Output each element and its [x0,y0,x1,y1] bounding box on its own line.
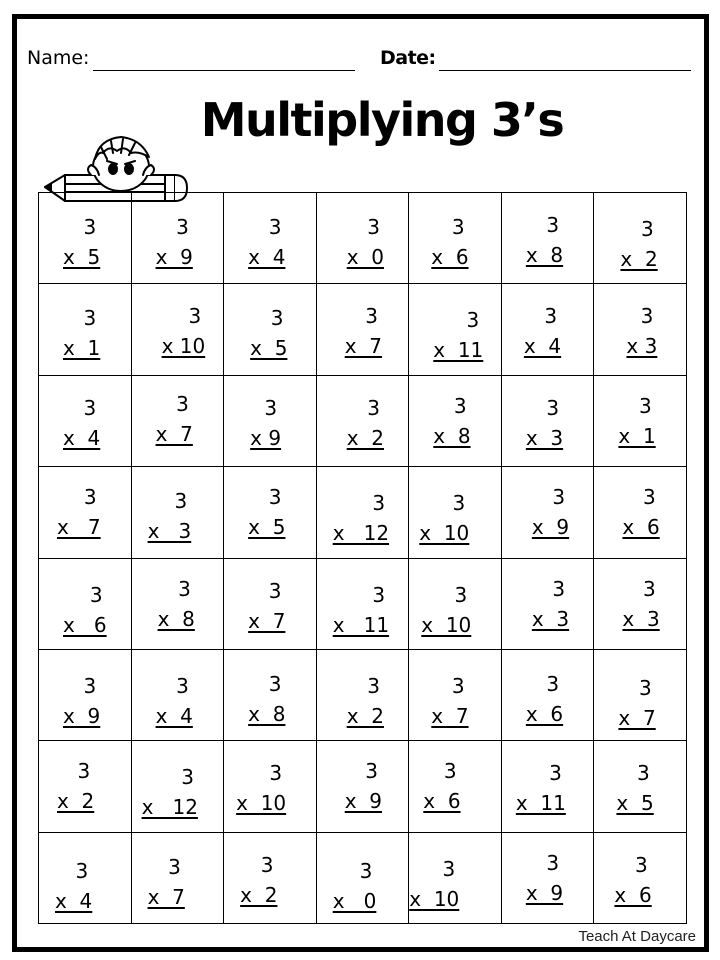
multiplicand: 3 [466,308,480,333]
multiplicand: 3 [181,765,194,790]
multiplicand: 3 [83,306,97,331]
multiplier: x 3 [525,425,564,450]
multiplicand: 3 [75,858,89,883]
multiplicand: 3 [367,215,380,239]
multiplier: x 12 [141,795,198,820]
multiplication-problem [614,852,652,907]
problem-cell [39,741,132,832]
multiplication-problem [431,217,468,267]
problem-cell [132,284,225,375]
problem-cell [502,284,595,375]
multiplicand: 3 [546,213,560,237]
multiplication-problem [525,395,564,450]
multiplication-problem [618,393,656,448]
worksheet-frame [12,14,709,952]
multiplication-problem [344,759,382,814]
problem-cell [132,467,225,558]
multiplier: x 9 [531,515,570,540]
multiplier: x 10 [421,612,472,637]
multiplier: x 8 [248,701,286,726]
multiplier: x 7 [147,884,185,909]
multiplication-problem [147,854,185,909]
multiplier: x 11 [332,612,390,637]
problem-cell [224,284,317,375]
multiplier: x 7 [248,608,286,633]
multiplication-problem [248,578,286,633]
multiplication-problem [155,391,193,446]
multiplicand: 3 [365,304,378,329]
problem-cell [132,559,225,650]
problem-cell [224,833,317,924]
multiplier: x 6 [63,612,107,637]
problem-cell [317,741,410,832]
multiplier: x 3 [626,334,658,359]
multiplication-problem [346,673,384,728]
multiplier: x 7 [344,334,382,359]
multiplication-problem [421,582,472,637]
problem-cell [132,833,225,924]
problem-cell [224,559,317,650]
multiplicand: 3 [168,854,181,879]
multiplicand: 3 [359,858,373,883]
multiplication-problem [622,485,660,540]
multiplier: x 4 [55,888,93,913]
problem-cell [409,193,502,284]
multiplication-problem [236,761,287,816]
multiplier: x 3 [622,606,660,631]
multiplier: x 8 [433,423,471,448]
multiplication-problem [240,852,278,907]
multiplier: x 12 [332,521,390,546]
problem-cell [409,467,502,558]
problem-grid [38,192,687,924]
problem-cell [594,467,687,558]
problem-cell [224,741,317,832]
multiplier: x 9 [155,245,193,269]
multiplier: x 4 [63,425,101,450]
multiplication-problem [526,215,563,265]
problem-cell [39,559,132,650]
multiplier: x 1 [618,423,656,448]
multiplication-problem [155,673,193,728]
problem-cell [594,559,687,650]
multiplier: x 11 [433,338,484,363]
multiplier: x 7 [618,705,656,730]
multiplier: x 10 [419,521,470,546]
multiplier: x 2 [620,247,658,271]
multiplicand: 3 [372,582,386,607]
multiplicand: 3 [638,675,652,700]
problem-cell [39,193,132,284]
multiplicand: 3 [453,393,467,418]
multiplier: x 6 [525,701,564,726]
multiplicand: 3 [83,485,97,510]
multiplication-problem [147,489,192,544]
multiplicand: 3 [176,215,189,239]
multiplication-problem [55,858,93,913]
multiplicand: 3 [636,761,650,786]
multiplier: x 9 [344,789,382,814]
multiplicand: 3 [452,491,466,516]
multiplier: x 6 [614,882,652,907]
problem-cell [39,284,132,375]
multiplicand: 3 [451,215,465,239]
multiplicand: 3 [365,759,378,784]
multiplication-problem [618,675,656,730]
problem-cell [39,467,132,558]
multiplication-problem [423,759,461,814]
multiplicand: 3 [642,576,656,601]
problem-cell [317,284,410,375]
multiplicand: 3 [638,393,652,418]
multiplier: x 5 [616,791,654,816]
multiplication-problem [525,671,564,726]
multiplicand: 3 [83,673,97,698]
problem-cell [409,284,502,375]
multiplier: x 3 [531,606,570,631]
multiplication-problem [431,673,469,728]
multiplier: x 3 [147,519,192,544]
multiplication-problem [344,304,382,359]
problem-cell [317,833,410,924]
problem-cell [317,559,410,650]
multiplicand: 3 [544,304,558,329]
multiplication-problem [63,582,107,637]
multiplicand: 3 [451,673,465,698]
problem-cell [594,284,687,375]
multiplication-problem [157,576,195,631]
multiplication-problem [332,582,390,637]
multiplication-problem [63,395,101,450]
multiplicand: 3 [268,671,282,696]
multiplier: x 10 [161,334,206,359]
multiplicand: 3 [89,582,103,607]
multiplication-problem [409,856,460,911]
multiplicand: 3 [176,673,189,698]
multiplier: x 4 [248,245,286,269]
multiplication-problem [332,491,390,546]
problem-cell [502,376,595,467]
multiplication-problem [626,304,658,359]
multiplier: x 11 [515,791,566,816]
problem-cell [409,559,502,650]
problem-cell [224,650,317,741]
date-label: Date: [380,47,436,69]
problem-cell [317,467,410,558]
problem-cell [502,741,595,832]
multiplier: x 2 [346,425,384,450]
multiplicand: 3 [260,852,274,877]
multiplication-problem [620,219,657,269]
multiplicand: 3 [268,485,282,510]
problem-cell [502,467,595,558]
multiplier: x 7 [57,515,101,540]
multiplicand: 3 [270,306,284,331]
multiplier: x 9 [250,425,282,450]
multiplicand: 3 [549,761,562,786]
multiplicand: 3 [546,850,560,875]
multiplication-problem [525,850,564,905]
problem-cell [132,741,225,832]
problem-cell [409,376,502,467]
multiplicand: 3 [264,395,278,420]
problem-cell [224,376,317,467]
multiplication-problem [332,858,377,913]
multiplier: x 7 [155,421,193,446]
multiplier: x 1 [63,336,101,361]
multiplier: x 8 [525,243,564,267]
multiplicand: 3 [442,856,456,881]
multiplication-problem [248,485,286,540]
multiplicand: 3 [83,395,97,420]
multiplicand: 3 [634,852,648,877]
multiplier: x 10 [409,886,460,911]
problem-cell [317,193,410,284]
multiplier: x 6 [423,789,461,814]
multiplier: x 8 [157,606,195,631]
multiplicand: 3 [443,759,457,784]
multiplier: x 6 [431,245,469,269]
multiplicand: 3 [640,217,654,241]
problem-cell [132,376,225,467]
problem-cell [594,741,687,832]
problem-cell [317,376,410,467]
multiplier: x 10 [236,791,287,816]
multiplication-problem [531,576,570,631]
multiplication-problem [250,306,288,361]
multiplication-problem [156,217,193,267]
multiplier: x 6 [622,515,660,540]
problem-cell [132,650,225,741]
problem-cell [502,193,595,284]
multiplication-problem [57,759,95,814]
multiplication-problem [63,306,101,361]
multiplication-problem [346,395,384,450]
multiplier: x 0 [332,888,377,913]
header-row [27,41,694,71]
multiplication-problem [616,761,654,816]
multiplier: x 2 [240,882,278,907]
multiplication-problem [63,673,101,728]
problem-cell [502,833,595,924]
multiplication-problem [141,765,198,820]
multiplicand: 3 [642,485,656,510]
multiplication-problem [419,491,470,546]
multiplicand: 3 [268,578,282,603]
problem-cell [594,650,687,741]
multiplicand: 3 [546,395,560,420]
problem-cell [39,376,132,467]
problem-cell [39,833,132,924]
multiplicand: 3 [268,215,282,239]
problem-cell [224,467,317,558]
multiplication-problem [523,304,562,359]
multiplicand: 3 [640,304,654,329]
multiplicand: 3 [552,485,566,510]
problem-cell [224,193,317,284]
multiplicand: 3 [83,215,97,239]
multiplicand: 3 [77,759,91,784]
multiplication-problem [63,217,100,267]
multiplicand: 3 [269,761,283,786]
problem-cell [317,650,410,741]
multiplication-problem [515,761,566,816]
multiplicand: 3 [367,395,380,420]
multiplication-problem [622,576,660,631]
multiplier: x 4 [523,334,562,359]
problem-cell [594,193,687,284]
name-label: Name: [27,47,90,69]
multiplier: x 9 [525,880,564,905]
problem-cell [502,650,595,741]
multiplicand: 3 [546,671,560,696]
problem-cell [39,650,132,741]
multiplication-problem [433,308,484,363]
multiplier: x 2 [346,703,384,728]
multiplicand: 3 [178,576,191,601]
multiplication-problem [250,395,282,450]
multiplier: x 4 [155,703,193,728]
multiplier: x 5 [248,515,286,540]
multiplicand: 3 [372,491,386,516]
problem-cell [594,833,687,924]
multiplicand: 3 [176,391,189,416]
multiplier: x 5 [250,336,288,361]
problem-cell [132,193,225,284]
multiplicand: 3 [174,489,188,514]
multiplier: x 7 [431,703,469,728]
multiplication-problem [433,393,471,448]
multiplicand: 3 [188,304,202,329]
multiplier: x 9 [63,703,101,728]
footer-credit: Teach At Daycare [578,928,696,945]
multiplier: x 0 [346,245,384,269]
multiplier: x 5 [63,245,101,269]
multiplicand: 3 [367,673,380,698]
multiplication-problem [347,217,384,267]
multiplication-problem [248,217,285,267]
multiplication-problem [531,485,570,540]
problem-cell [409,833,502,924]
multiplication-problem [57,485,101,540]
multiplier: x 2 [57,789,95,814]
page-title: Multiplying 3’s [200,93,564,147]
multiplicand: 3 [552,576,566,601]
problem-cell [502,559,595,650]
problem-cell [594,376,687,467]
multiplication-problem [161,304,206,359]
name-line[interactable] [93,70,355,71]
multiplication-problem [248,671,286,726]
date-line[interactable] [439,70,691,71]
problem-cell [409,741,502,832]
multiplicand: 3 [454,582,468,607]
problem-cell [409,650,502,741]
